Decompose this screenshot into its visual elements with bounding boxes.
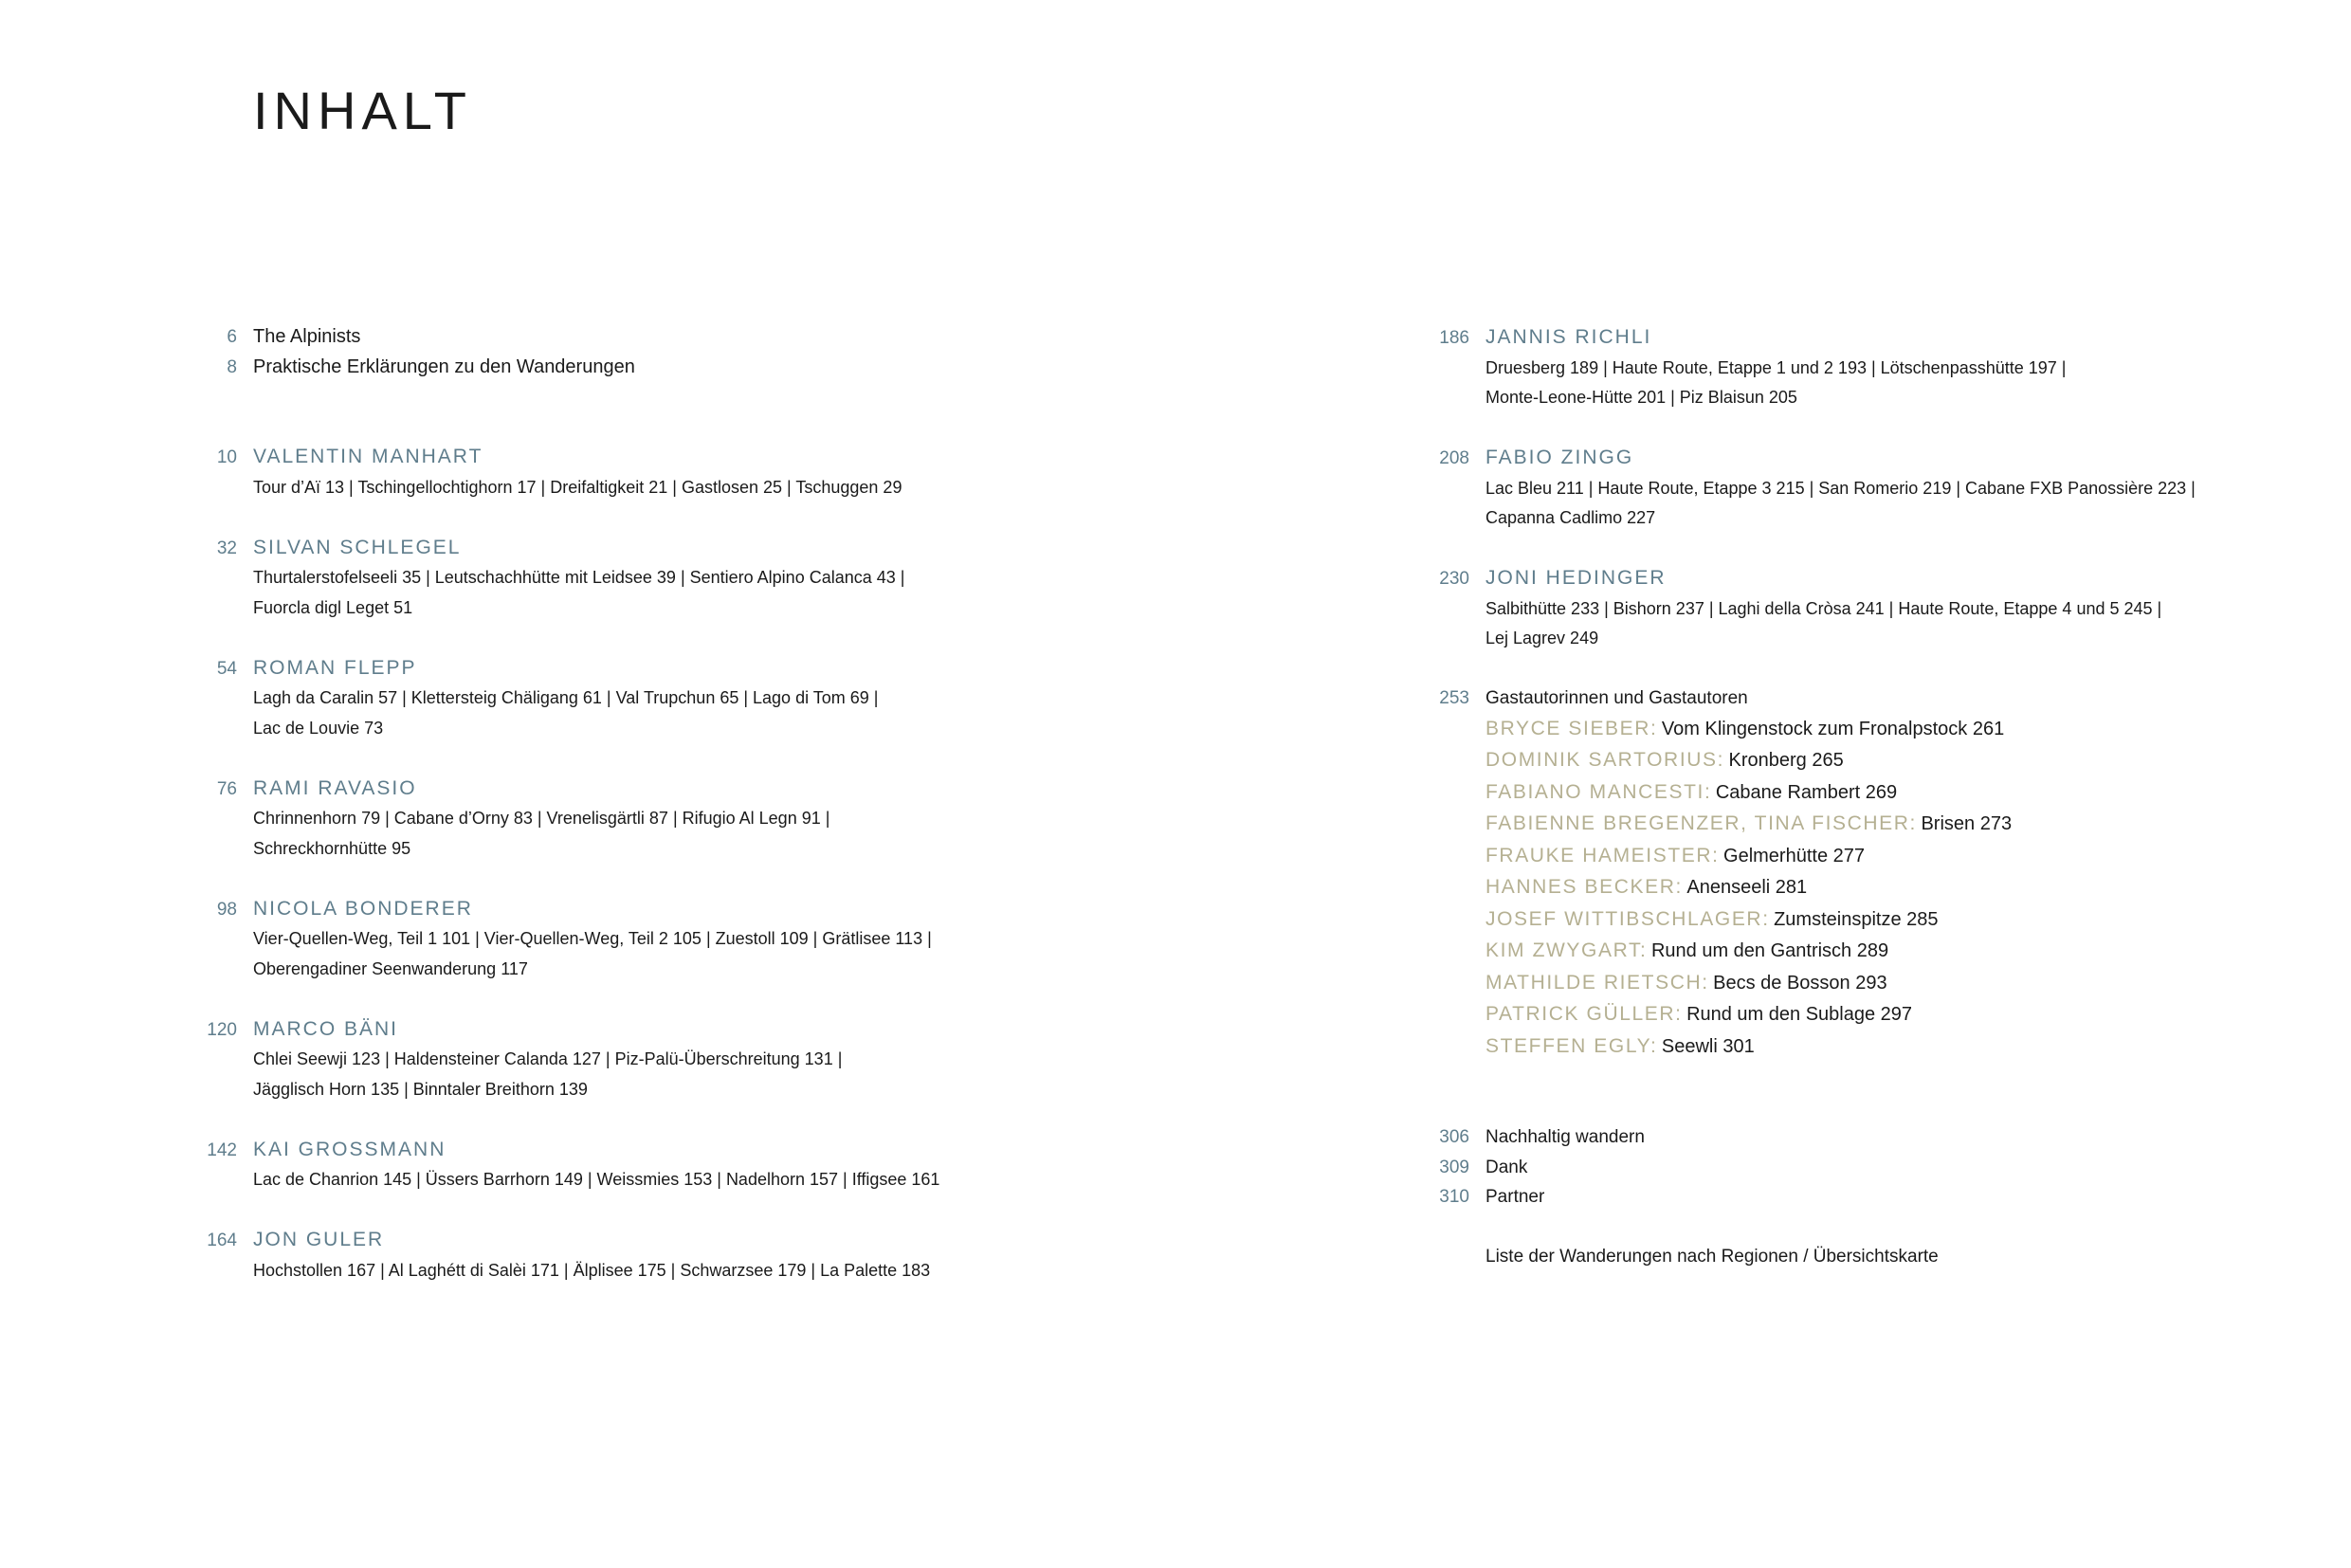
author-name: ROMAN FLEPP bbox=[253, 656, 417, 679]
author-name: VALENTIN MANHART bbox=[253, 446, 483, 467]
author-section-richli bbox=[1412, 322, 2266, 413]
guest-hike-title: Rund um den Gantrisch 289 bbox=[1650, 940, 1889, 961]
guest-hike-title: Cabane Rambert 269 bbox=[1715, 781, 1898, 803]
author-heading[interactable] bbox=[180, 533, 1033, 564]
closing-section bbox=[1412, 1122, 2266, 1272]
author-name: NICOLA BONDERER bbox=[253, 897, 473, 920]
toc-entry[interactable] bbox=[1412, 1242, 2266, 1272]
page-number: 120 bbox=[207, 1019, 237, 1040]
author-section-grossmann bbox=[180, 1135, 1033, 1195]
page-number: 309 bbox=[1439, 1157, 1469, 1177]
guest-entry[interactable] bbox=[1485, 904, 2266, 937]
author-heading[interactable] bbox=[180, 774, 1033, 805]
guest-entry[interactable] bbox=[1485, 745, 2266, 777]
guest-entry[interactable] bbox=[1485, 999, 2266, 1031]
author-heading[interactable] bbox=[1412, 322, 2266, 354]
author-section-hedinger bbox=[1412, 563, 2266, 654]
guest-entry[interactable] bbox=[1485, 841, 2266, 873]
toc-entry[interactable] bbox=[1412, 1153, 2266, 1183]
author-list bbox=[180, 442, 1033, 1285]
guest-author-name: STEFFEN EGLY: bbox=[1485, 1034, 1658, 1057]
hike-line: Capanna Cadlimo 227 bbox=[1485, 508, 1656, 527]
author-name: JANNIS RICHLI bbox=[1485, 326, 1652, 348]
guest-hike-title: Becs de Bosson 293 bbox=[1713, 972, 1887, 994]
toc-entry[interactable] bbox=[180, 322, 1033, 353]
toc-right-column bbox=[1412, 322, 2266, 1272]
hike-line: Chrinnenhorn 79 | Cabane d’Orny 83 | Vrenelisgärtli 87 | Rifugio Al Legn 91 | bbox=[253, 809, 830, 828]
guest-heading[interactable] bbox=[1412, 684, 2266, 714]
guest-hike-title: Brisen 273 bbox=[1921, 813, 2013, 834]
hike-list bbox=[253, 804, 1030, 864]
page-number: 186 bbox=[1439, 328, 1469, 348]
author-section-manhart bbox=[180, 442, 1033, 502]
page-number: 306 bbox=[1439, 1127, 1469, 1147]
author-name: FABIO ZINGG bbox=[1485, 447, 1634, 468]
hike-line: Druesberg 189 | Haute Route, Etappe 1 und 2 193 | Lötschenpasshütte 197 | bbox=[1485, 357, 2067, 377]
author-heading[interactable] bbox=[180, 1014, 1033, 1046]
guest-entry[interactable] bbox=[1485, 936, 2266, 968]
author-heading[interactable] bbox=[1412, 443, 2266, 474]
page-number: 10 bbox=[216, 447, 237, 467]
author-heading[interactable] bbox=[180, 653, 1033, 684]
page-number: 54 bbox=[216, 658, 237, 679]
guest-entry[interactable] bbox=[1485, 872, 2266, 904]
hike-list bbox=[1485, 474, 2263, 534]
guest-author-name: FABIENNE BREGENZER, TINA FISCHER: bbox=[1485, 812, 1917, 834]
page-number: 164 bbox=[207, 1231, 237, 1250]
hike-line: Salbithütte 233 | Bishorn 237 | Laghi della Cròsa 241 | Haute Route, Etappe 4 und 5 245 | bbox=[1485, 598, 2162, 618]
hike-line: Lac de Chanrion 145 | Üssers Barrhorn 149 | Weissmies 153 | Nadelhorn 157 | Iffigsee 161 bbox=[253, 1170, 940, 1189]
toc-entry[interactable] bbox=[1412, 1182, 2266, 1212]
guest-hike-title: Gelmerhütte 277 bbox=[1723, 845, 1865, 866]
hike-list bbox=[253, 1256, 1030, 1286]
guest-hike-title: Vom Klingenstock zum Fronalpstock 261 bbox=[1661, 718, 2005, 739]
hike-line: Chlei Seewji 123 | Haldensteiner Calanda 127 | Piz-Palü-Überschreitung 131 | bbox=[253, 1049, 843, 1068]
entry-label: Liste der Wanderungen nach Regionen / Übersichtskarte bbox=[1485, 1247, 1939, 1267]
page-number: 208 bbox=[1439, 448, 1469, 468]
hike-line: Lej Lagrev 249 bbox=[1485, 629, 1599, 647]
guest-entry[interactable] bbox=[1485, 1031, 2266, 1064]
author-heading[interactable] bbox=[1412, 563, 2266, 594]
hike-list bbox=[253, 563, 1030, 623]
page-number: 8 bbox=[227, 356, 237, 377]
page-title: INHALT bbox=[253, 81, 472, 140]
author-section-zingg bbox=[1412, 443, 2266, 534]
toc-entry[interactable] bbox=[180, 353, 1033, 383]
entry-label: Partner bbox=[1485, 1187, 1545, 1207]
hike-line: Jägglisch Horn 135 | Binntaler Breithorn 139 bbox=[253, 1079, 588, 1099]
page-number: 253 bbox=[1439, 688, 1469, 708]
page-number: 142 bbox=[207, 1140, 237, 1160]
entry-label: Praktische Erklärungen zu den Wanderungen bbox=[253, 356, 635, 377]
guest-entry[interactable] bbox=[1485, 968, 2266, 1000]
author-name: SILVAN SCHLEGEL bbox=[253, 536, 462, 558]
author-name: MARCO BÄNI bbox=[253, 1017, 399, 1040]
author-heading[interactable] bbox=[180, 1225, 1033, 1256]
hike-line: Fuorcla digl Leget 51 bbox=[253, 597, 413, 617]
hike-line: Lac de Louvie 73 bbox=[253, 718, 384, 738]
author-name: KAI GROSSMANN bbox=[253, 1138, 447, 1160]
guest-heading-label: Gastautorinnen und Gastautoren bbox=[1485, 688, 1748, 708]
hike-list bbox=[253, 473, 1030, 503]
guest-authors-section bbox=[1412, 684, 2266, 1063]
author-name: RAMI RAVASIO bbox=[253, 776, 417, 799]
hike-list bbox=[253, 1165, 1030, 1195]
guest-author-name: HANNES BECKER: bbox=[1485, 876, 1683, 898]
hike-line: Vier-Quellen-Weg, Teil 1 101 | Vier-Quellen-Weg, Teil 2 105 | Zuestoll 109 | Grätlisee 113 | bbox=[253, 929, 932, 948]
hike-line: Schreckhornhütte 95 bbox=[253, 838, 411, 858]
guest-author-name: PATRICK GÜLLER: bbox=[1485, 1003, 1683, 1025]
page-number: 230 bbox=[1439, 569, 1469, 589]
author-section-ravasio bbox=[180, 774, 1033, 865]
author-name: JONI HEDINGER bbox=[1485, 567, 1667, 589]
author-section-flepp bbox=[180, 653, 1033, 744]
guest-author-name: FABIANO MANCESTI: bbox=[1485, 780, 1712, 803]
guest-entry[interactable] bbox=[1485, 714, 2266, 746]
hike-list bbox=[253, 924, 1030, 984]
author-section-bonderer bbox=[180, 894, 1033, 985]
page-number: 6 bbox=[227, 327, 237, 347]
entry-label: Dank bbox=[1485, 1157, 1528, 1177]
guest-hike-title: Anenseeli 281 bbox=[1686, 877, 1808, 898]
author-heading[interactable] bbox=[180, 1135, 1033, 1166]
guest-author-name: KIM ZWYGART: bbox=[1485, 939, 1648, 961]
hike-line: Oberengadiner Seenwanderung 117 bbox=[253, 958, 528, 978]
hike-line: Tour d’Aï 13 | Tschingellochtighorn 17 | Dreifaltigkeit 21 | Gastlosen 25 | Tschuggen 29 bbox=[253, 477, 902, 497]
author-name: JON GULER bbox=[253, 1229, 385, 1250]
guest-author-name: MATHILDE RIETSCH: bbox=[1485, 971, 1709, 994]
hike-line: Thurtalerstofelseeli 35 | Leutschachhütte mit Leidsee 39 | Sentiero Alpino Calanca 43 | bbox=[253, 568, 905, 587]
author-section-schlegel bbox=[180, 533, 1033, 624]
hike-line: Monte-Leone-Hütte 201 | Piz Blaisun 205 bbox=[1485, 388, 1797, 407]
page-number: 76 bbox=[216, 778, 237, 799]
hike-list bbox=[253, 1045, 1030, 1104]
guest-hike-title: Seewli 301 bbox=[1661, 1035, 1755, 1057]
entry-label: The Alpinists bbox=[253, 326, 361, 347]
hike-line: Lac Bleu 211 | Haute Route, Etappe 3 215 | San Romerio 219 | Cabane FXB Panossière 223 | bbox=[1485, 478, 2196, 498]
guest-hike-title: Kronberg 265 bbox=[1728, 750, 1844, 771]
page-number: 98 bbox=[216, 899, 237, 920]
hike-list bbox=[1485, 354, 2263, 413]
author-heading[interactable] bbox=[180, 894, 1033, 925]
hike-list bbox=[253, 684, 1030, 743]
toc-left-column bbox=[180, 322, 1033, 1316]
guest-author-name: FRAUKE HAMEISTER: bbox=[1485, 844, 1720, 866]
author-section-guler bbox=[180, 1225, 1033, 1285]
author-section-baeni bbox=[180, 1014, 1033, 1105]
intro-section bbox=[180, 322, 1033, 382]
author-heading[interactable] bbox=[180, 442, 1033, 473]
guest-hike-title: Zumsteinspitze 285 bbox=[1774, 908, 1939, 930]
hike-line: Lagh da Caralin 57 | Klettersteig Chäligang 61 | Val Trupchun 65 | Lago di Tom 69 | bbox=[253, 688, 879, 707]
guest-hike-title: Rund um den Sublage 297 bbox=[1686, 1004, 1913, 1025]
guest-author-name: BRYCE SIEBER: bbox=[1485, 717, 1658, 739]
toc-entry[interactable] bbox=[1412, 1122, 2266, 1153]
guest-entry[interactable] bbox=[1485, 777, 2266, 810]
page-number: 310 bbox=[1439, 1187, 1469, 1207]
guest-author-name: DOMINIK SARTORIUS: bbox=[1485, 749, 1725, 771]
guest-author-name: JOSEF WITTIBSCHLAGER: bbox=[1485, 907, 1770, 930]
page-number: 32 bbox=[216, 538, 237, 558]
hike-list bbox=[1485, 594, 2263, 654]
entry-label: Nachhaltig wandern bbox=[1485, 1127, 1645, 1147]
hike-line: Hochstollen 167 | Al Laghétt di Salèi 171 | Älplisee 175 | Schwarzsee 179 | La Palette 183 bbox=[253, 1260, 931, 1280]
guest-entry[interactable] bbox=[1485, 809, 2266, 841]
